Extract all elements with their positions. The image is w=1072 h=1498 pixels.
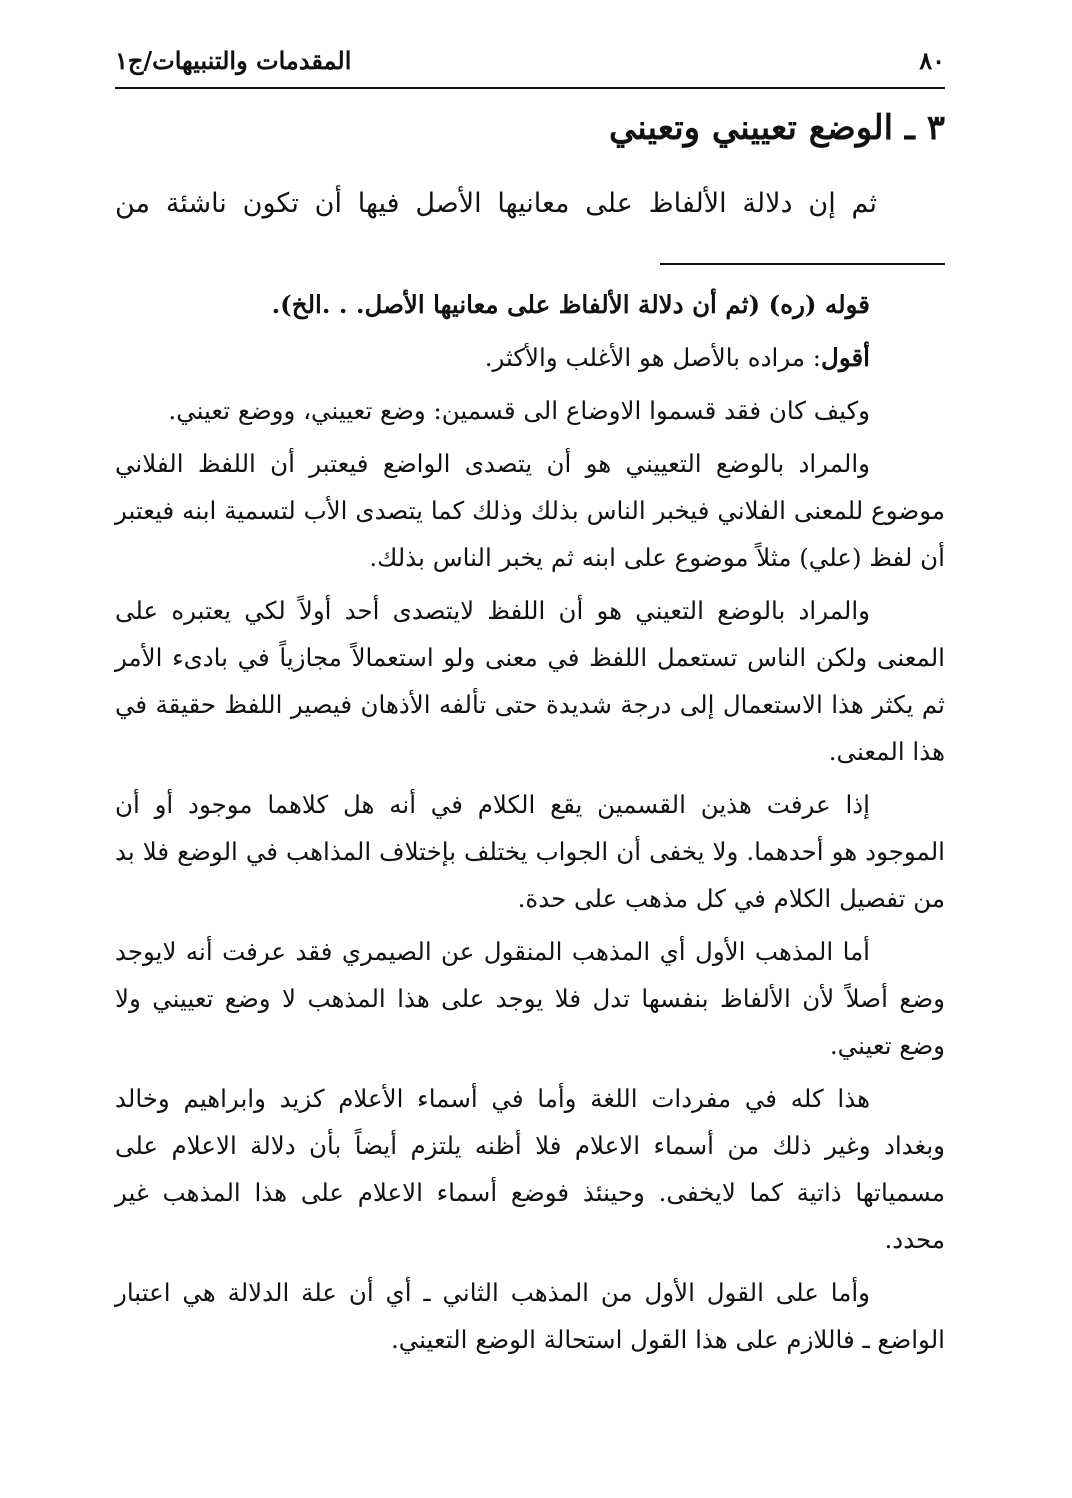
commentary-paragraph: هذا كله في مفردات اللغة وأما في أسماء الأعلام كزيد وابراهيم وخالد وبغداد وغير ذلك من أسماء الاعلام فلا أظنه يلتزم أيضاً بأن دلالة الاعلام على مسمياتها ذاتية كما لايخفى. وحينئذ فوضع أسماء الاعلام على هذا المذهب غير محدد.	[115, 1084, 945, 1254]
commentary-block	[115, 281, 945, 1369]
book-title: المقدمات والتنبيهات/ج١	[115, 45, 352, 75]
commentary-quote: قوله (ره) (ثم أن دلالة الألفاظ على معانيها الأصل. . .الخ).	[271, 290, 870, 319]
page-header	[115, 40, 945, 80]
commentary-paragraph: وأما على القول الأول من المذهب الثاني ـ أي أن علة الدلالة هي اعتبار الواضع ـ فاللازم على هذا القول استحالة الوضع التعيني.	[115, 1278, 945, 1354]
section-heading: ٣ ـ الوضع تعييني وتعيني	[608, 108, 945, 148]
page-number: ٨٠	[919, 45, 945, 75]
aqul-line	[115, 334, 945, 381]
commentary-paragraph: وكيف كان فقد قسموا الاوضاع الى قسمين: وضع تعييني، ووضع تعيني.	[168, 396, 870, 425]
aqul-label: أقول	[821, 343, 870, 372]
aqul-text: : مراده بالأصل هو الأغلب والأكثر.	[484, 343, 822, 372]
commentary-paragraph: والمراد بالوضع التعيني هو أن اللفظ لايتصدى أحد أولاً لكي يعتبره على المعنى ولكن الناس تستعمل اللفظ في معنى ولو استعمالاً مجازياً في بادىء الأمر ثم يكثر هذا الاستعمال إلى درجة شديدة حتى تألفه الأذهان فيصير اللفظ حقيقة في هذا المعنى.	[115, 596, 945, 766]
commentary-paragraph: والمراد بالوضع التعييني هو أن يتصدى الواضع فيعتبر أن اللفظ الفلاني موضوع للمعنى الفلاني فيخبر الناس بذلك وذلك كما يتصدى الأب لتسمية ابنه فيعتبر أن لفظ (علي) مثلاً موضوع على ابنه ثم يخبر الناس بذلك.	[115, 449, 945, 572]
main-text-line: ثم إن دلالة الألفاظ على معانيها الأصل فيها أن تكون ناشئة من	[115, 188, 877, 219]
header-rule	[115, 87, 945, 89]
footnote-separator	[660, 263, 945, 265]
commentary-paragraph: أما المذهب الأول أي المذهب المنقول عن الصيمري فقد عرفت أنه لايوجد وضع أصلاً لأن الألفاظ بنفسها تدل فلا يوجد على هذا المذهب لا وضع تعييني ولا وضع تعيني.	[115, 937, 945, 1060]
commentary-paragraph: إذا عرفت هذين القسمين يقع الكلام في أنه هل كلاهما موجود أو أن الموجود هو أحدهما. ولا يخفى أن الجواب يختلف بإختلاف المذاهب في الوضع فلا بد من تفصيل الكلام في كل مذهب على حدة.	[115, 790, 945, 913]
